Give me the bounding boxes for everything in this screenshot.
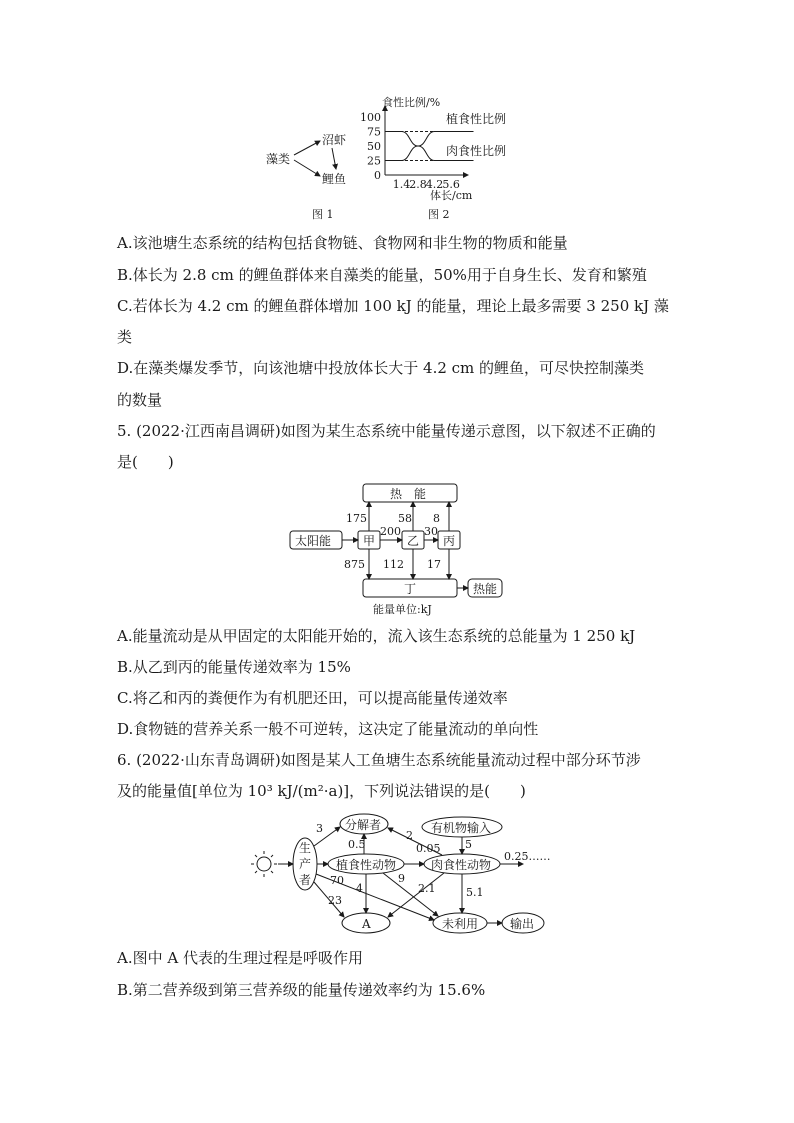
q5-option-a: A.能量流动是从甲固定的太阳能开始的，流入该生态系统的总能量为 1 250 kJ <box>117 627 636 645</box>
figure2-caption: 图 2 <box>428 208 450 221</box>
value-875: 875 <box>344 558 365 571</box>
value-2.1: 2.1 <box>418 882 436 895</box>
decomposer: 分解者 <box>345 818 382 832</box>
q4-option-c-line1: C.若体长为 4.2 cm 的鲤鱼群体增加 100 kJ 的能量，理论上最多需要 3 250 kJ 藻 <box>117 297 669 315</box>
legend-meat: 肉食性比例 <box>446 144 507 158</box>
q5-stem-line1: 5. (2022·江西南昌调研)如图为某生态系统中能量传递示意图，以下叙述不正确的 <box>117 422 656 440</box>
process-a: A <box>362 917 371 931</box>
figure-food-chain-and-chart <box>250 92 550 222</box>
arrow-algae-carp <box>294 160 320 176</box>
value-0.05: 0.05 <box>416 842 441 855</box>
value-0.5: 0.5 <box>348 838 366 851</box>
q6-stem-line1: 6. (2022·山东青岛调研)如图是某人工鱼塘生态系统能量流动过程中部分环节涉 <box>117 751 641 769</box>
value-8: 8 <box>433 512 440 525</box>
q4-option-c-line2: 类 <box>117 328 133 346</box>
y-tick-label: 50 <box>367 140 381 153</box>
value-30: 30 <box>424 525 438 538</box>
q5-option-d: D.食物链的营养关系一般不可逆转，这决定了能量流动的单向性 <box>117 720 539 738</box>
value-5.1: 5.1 <box>466 886 484 899</box>
node-algae: 藻类 <box>266 152 291 166</box>
y-tick-label: 0 <box>374 169 381 182</box>
output: 输出 <box>510 917 535 931</box>
q6-option-a: A.图中 A 代表的生理过程是呼吸作用 <box>117 949 363 967</box>
x-tick-label: 4.2 <box>425 178 444 191</box>
herbivore: 植食性动物 <box>336 858 397 872</box>
figure2-xlabel: 体长/cm <box>430 189 473 202</box>
q5-option-b: B.从乙到丙的能量传递效率为 15% <box>117 658 351 676</box>
y-tick-label: 25 <box>367 154 381 168</box>
y-tick-label: 75 <box>367 125 381 139</box>
heat-top: 热 能 <box>390 487 427 501</box>
q5-stem-line2: 是( ) <box>117 453 174 471</box>
producer-char-1: 生 <box>299 841 312 855</box>
q6-energy-flow-diagram <box>248 810 558 940</box>
arrow-shrimp-carp <box>332 148 336 169</box>
value-5: 5 <box>465 838 472 851</box>
q4-option-b: B.体长为 2.8 cm 的鲤鱼群体来自藻类的能量，50%用于自身生长、发育和繁殖 <box>117 266 647 284</box>
carnivore: 肉食性动物 <box>431 858 492 872</box>
q6-stem-line2: 及的能量值[单位为 10³ kJ/(m²·a)]，下列说法错误的是( ) <box>117 782 526 800</box>
y-tick-label: 100 <box>360 111 381 124</box>
node-yi: 乙 <box>407 534 420 548</box>
value-3: 3 <box>316 822 323 835</box>
value-4: 4 <box>356 882 363 895</box>
value-175: 175 <box>346 512 367 525</box>
q6-option-b: B.第二营养级到第三营养级的能量传递效率约为 15.6% <box>117 981 486 999</box>
q4-option-d-line2: 的数量 <box>117 391 163 409</box>
value-23: 23 <box>328 894 342 907</box>
unused: 未利用 <box>442 917 479 931</box>
sun-icon <box>251 851 277 877</box>
value-2: 2 <box>406 829 413 842</box>
q5-option-c: C.将乙和丙的粪便作为有机肥还田，可以提高能量传递效率 <box>117 689 508 707</box>
organic-input: 有机物输入 <box>431 821 492 835</box>
q4-option-d-line1: D.在藻类爆发季节，向该池塘中投放体长大于 4.2 cm 的鲤鱼，可尽快控制藻类 <box>117 359 645 377</box>
value-0.25: 0.25…… <box>504 850 551 863</box>
value-58: 58 <box>398 512 412 525</box>
node-jia: 甲 <box>363 534 376 548</box>
q4-option-a: A.该池塘生态系统的结构包括食物链、食物网和非生物的物质和能量 <box>117 234 568 252</box>
node-shrimp: 沼虾 <box>322 133 347 147</box>
node-ding: 丁 <box>404 582 417 596</box>
figure1-caption: 图 1 <box>312 208 334 221</box>
node-bing: 丙 <box>443 534 456 548</box>
arrow-algae-shrimp <box>294 141 320 155</box>
x-tick-label: 1.4 <box>392 178 411 191</box>
x-tick-label: 5.6 <box>442 178 460 191</box>
heat-right: 热能 <box>473 582 498 596</box>
energy-unit: 能量单位:kJ <box>373 603 432 616</box>
value-200: 200 <box>380 525 401 538</box>
value-17: 17 <box>427 558 441 571</box>
node-carp: 鲤鱼 <box>322 172 347 186</box>
value-9: 9 <box>398 872 405 885</box>
producer-char-3: 者 <box>299 873 312 887</box>
producer-char-2: 产 <box>299 857 312 871</box>
value-70: 70 <box>330 874 344 887</box>
sun-energy: 太阳能 <box>295 534 332 548</box>
value-112: 112 <box>383 558 404 571</box>
legend-plant: 植食性比例 <box>446 112 507 126</box>
figure2-ylabel: 食性比例/% <box>382 96 441 109</box>
q5-energy-diagram <box>280 480 520 620</box>
x-tick-label: 2.8 <box>409 178 427 191</box>
figure2-chart <box>360 95 506 202</box>
